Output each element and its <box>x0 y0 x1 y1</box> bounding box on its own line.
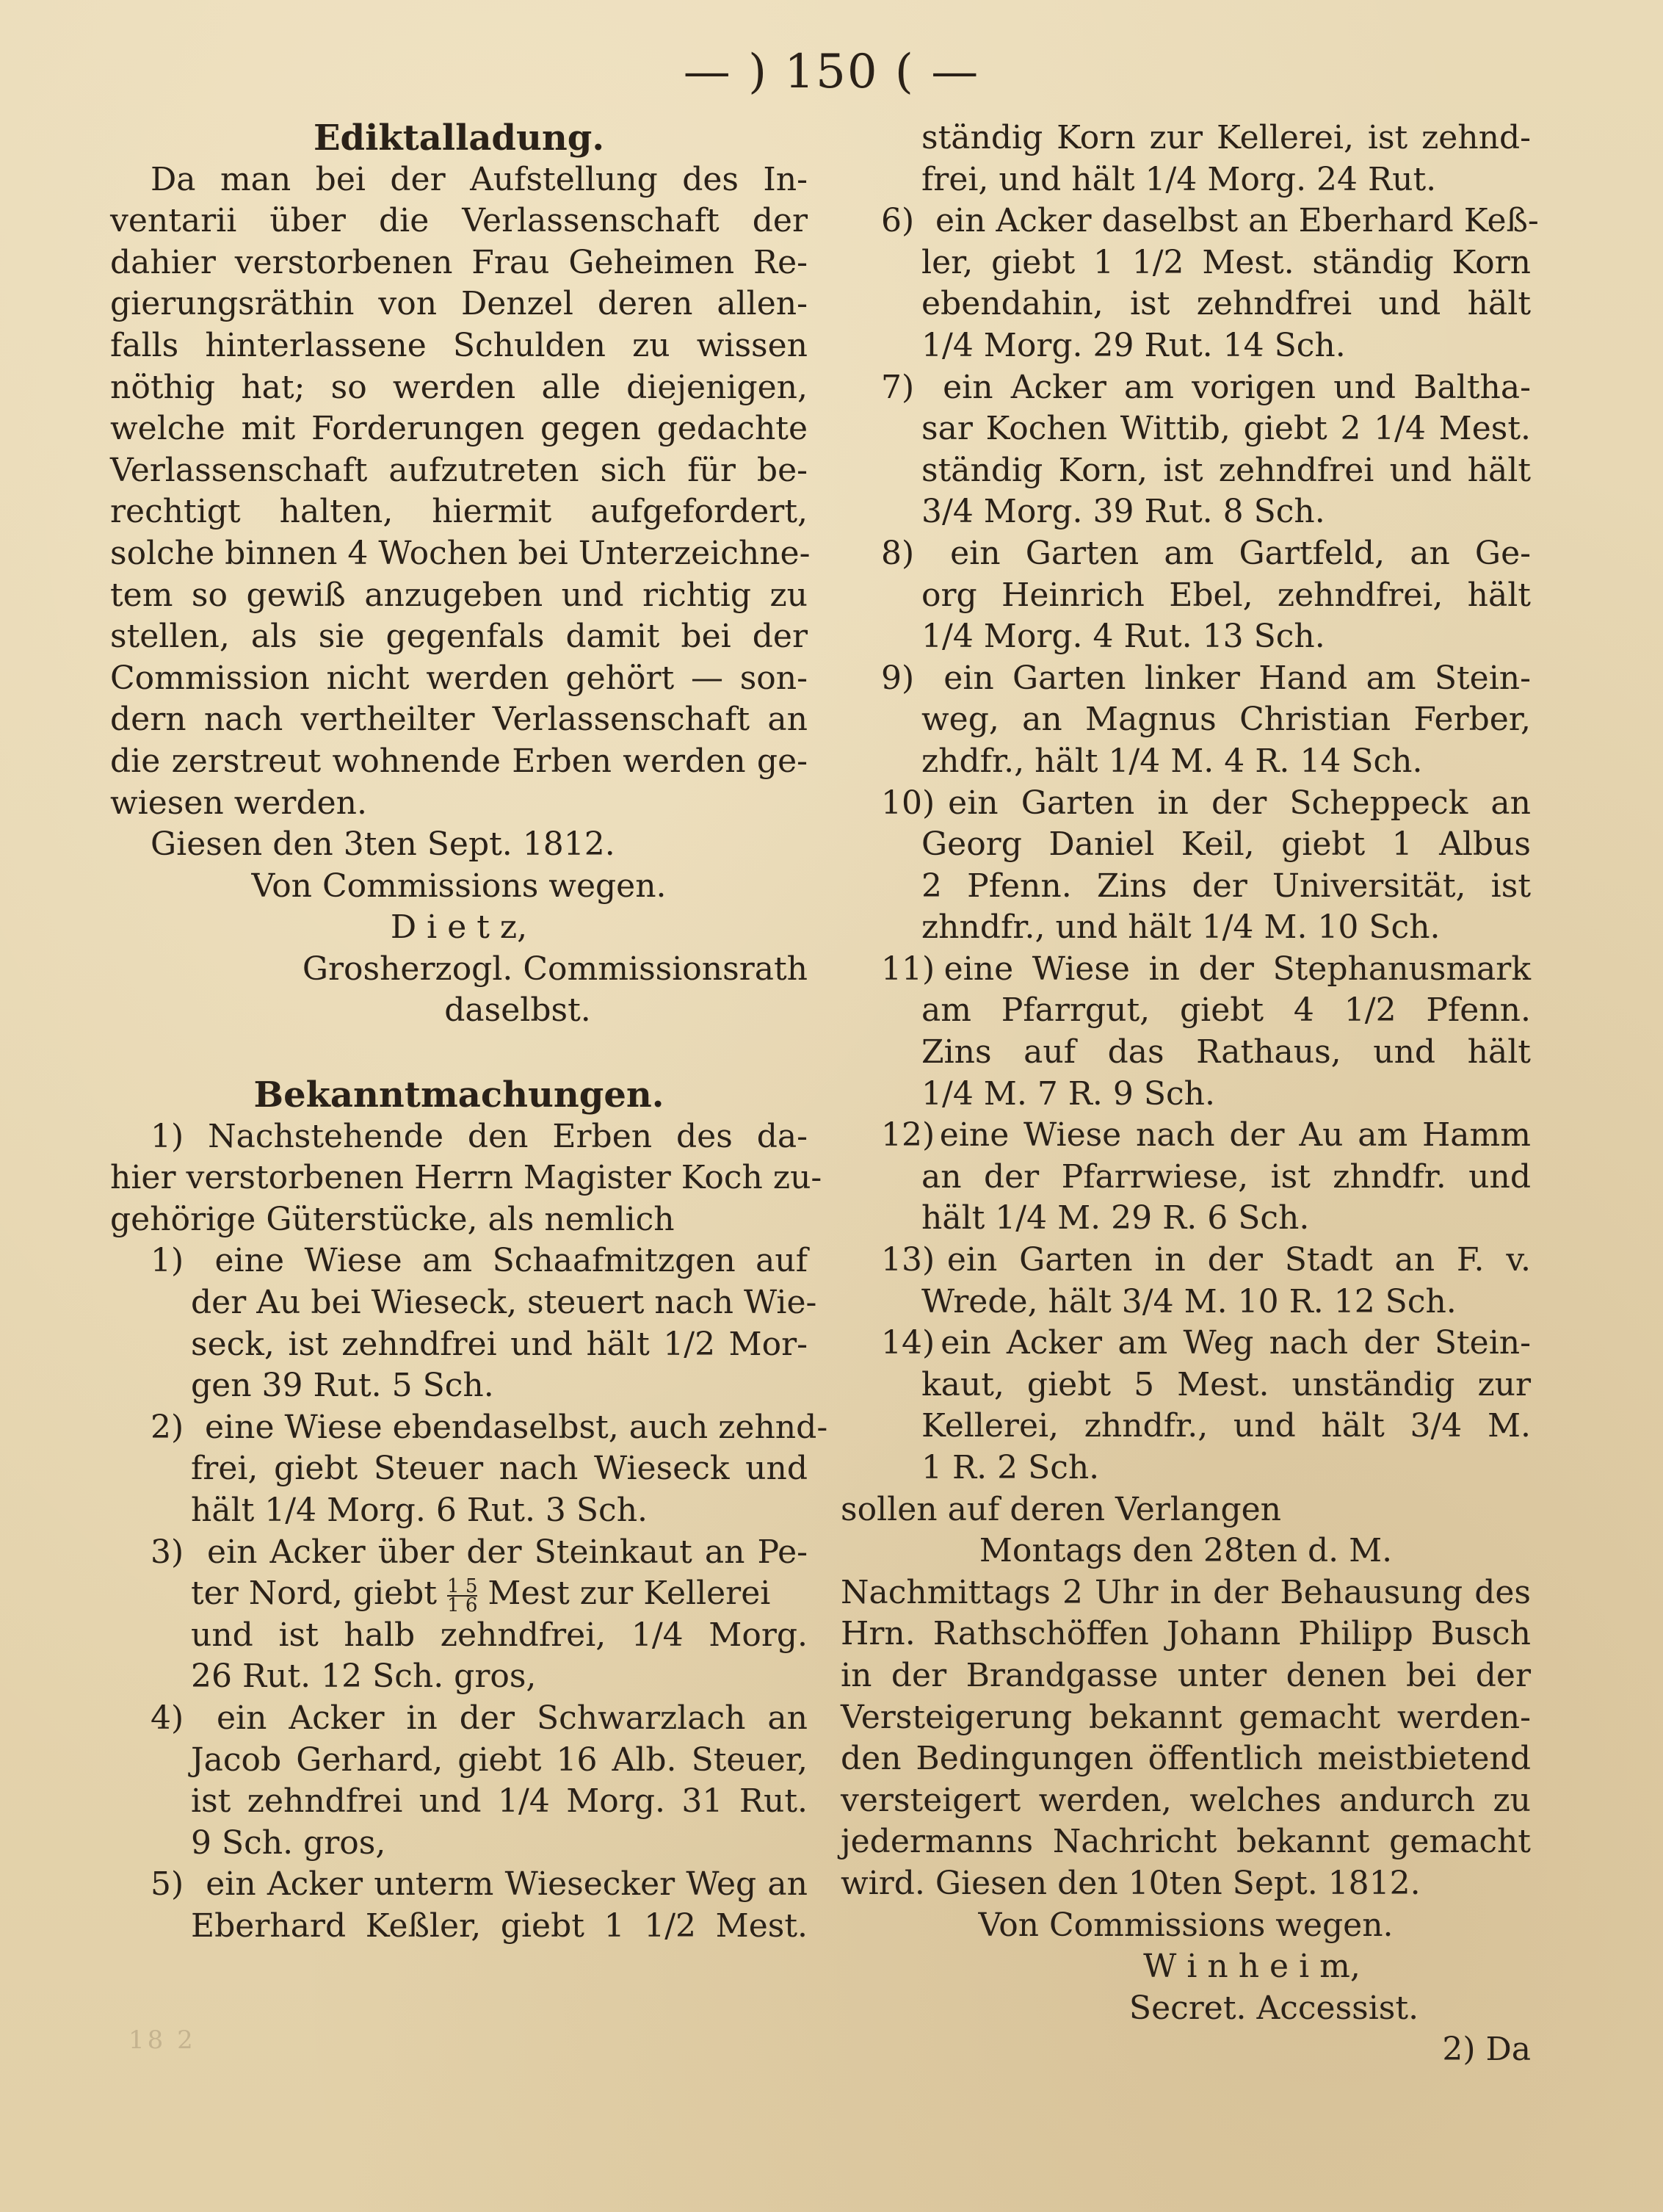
list-item-1 <box>110 1240 817 1406</box>
text-line: Verlassenschaft aufzutreten sich für be- <box>110 451 808 489</box>
item-text: ein Garten in der Stadt an F. v. <box>946 1241 1531 1279</box>
item-line <box>841 1115 1531 1157</box>
item-line <box>110 1407 828 1449</box>
item-text: ein Acker über der Steinkaut an Pe- <box>207 1533 808 1571</box>
edikt-von: Von Commissions wegen. <box>251 867 667 905</box>
list-item-14 <box>841 1323 1531 1489</box>
item-line: der Au bei Wieseck, steuert nach Wie- <box>191 1284 817 1322</box>
text-line: Versteigerung bekannt gemacht werden- <box>841 1698 1531 1736</box>
item-text: Mest zur Kellerei <box>488 1575 771 1613</box>
faded-mark: 18 2 <box>128 2025 196 2055</box>
list-item-11 <box>841 949 1531 1115</box>
item-line: zhndfr., und hält 1/4 M. 10 Sch. <box>921 908 1441 947</box>
intro-line: hier verstorbenen Herrn Magister Koch zu- <box>110 1159 822 1197</box>
item-number: 11) <box>881 950 935 988</box>
item-line: 1/4 Morg. 4 Rut. 13 Sch. <box>921 618 1325 656</box>
edikt-signatory: D i e t z, <box>390 908 528 947</box>
item-number: 9) <box>881 659 915 697</box>
list-item-2 <box>110 1407 828 1532</box>
item-line: Wrede, hält 3/4 M. 10 R. 12 Sch. <box>921 1282 1457 1320</box>
edikt-title: Ediktalladung. <box>313 118 605 159</box>
item-line: ständig Korn, ist zehndfrei und hält <box>921 451 1531 489</box>
edikt-place: daselbst. <box>444 991 591 1030</box>
item-line: 2 Pfenn. Zins der Universität, ist <box>921 867 1531 905</box>
item-line: zhdfr., hält 1/4 M. 4 R. 14 Sch. <box>921 742 1423 780</box>
edikt-text <box>110 159 811 825</box>
item-line: 9 Sch. gros, <box>191 1824 386 1862</box>
item-text: ein Garten in der Scheppeck an <box>948 784 1531 822</box>
item-line: Zins auf das Rathaus, und hält <box>921 1033 1531 1071</box>
item-line <box>841 783 1531 825</box>
edikt-date: Giesen den 3ten Sept. 1812. <box>151 825 615 864</box>
item-number: 10) <box>881 784 935 822</box>
sollen-line: sollen auf deren Verlangen <box>841 1490 1282 1528</box>
item-line <box>110 1532 808 1574</box>
text-line: wiesen werden. <box>110 784 367 822</box>
catchword: 2) Da <box>1442 2031 1531 2069</box>
item-line <box>110 1240 808 1282</box>
item-line <box>841 949 1531 991</box>
item-line: ständig Korn zur Kellerei, ist zehnd- <box>921 119 1531 156</box>
item-number: 14) <box>881 1324 935 1362</box>
item-number: 1) <box>151 1242 184 1280</box>
item-number: 7) <box>881 368 915 406</box>
item-line: org Heinrich Ebel, zehndfrei, hält <box>921 576 1531 614</box>
item-line: am Pfarrgut, giebt 4 1/2 Pfenn. <box>921 991 1531 1030</box>
item-text: eine Wiese am Schaafmitzgen auf <box>214 1242 808 1280</box>
item-line: hält 1/4 Morg. 6 Rut. 3 Sch. <box>191 1492 648 1529</box>
text-line: dahier verstorbenen Frau Geheimen Re- <box>110 243 808 281</box>
item-text: ein Garten am Gartfeld, an Ge- <box>950 534 1531 572</box>
text-line: solche binnen 4 Wochen bei Unterzeichne- <box>110 534 811 572</box>
text-line: falls hinterlassene Schulden zu wissen <box>110 326 808 364</box>
auction-signatory: W i n h e i m, <box>1143 1948 1361 1986</box>
list-item-12 <box>841 1115 1531 1240</box>
item-text: ein Acker daselbst an Eberhard Keß- <box>935 202 1539 240</box>
text-line: den Bedingungen öffentlich meistbietend <box>841 1740 1531 1778</box>
text-line: Hrn. Rathschöffen Johann Philipp Busch <box>841 1615 1531 1653</box>
text-line: tem so gewiß anzugeben und richtig zu <box>110 576 808 614</box>
list-item-13 <box>841 1240 1531 1323</box>
item-text: ter Nord, giebt <box>191 1575 438 1613</box>
item-text: eine Wiese nach der Au am Hamm <box>939 1116 1531 1154</box>
item-number: 12) <box>881 1116 935 1154</box>
item-line: 1/4 Morg. 29 Rut. 14 Sch. <box>921 326 1346 364</box>
fraction-numerator: 1 5 <box>447 1575 478 1597</box>
text-line: wird. Giesen den 10ten Sept. 1812. <box>841 1864 1421 1902</box>
list-item-7 <box>841 367 1531 533</box>
text-line: die zerstreut wohnende Erben werden ge- <box>110 742 808 780</box>
item-line: 26 Rut. 12 Sch. gros, <box>191 1658 537 1696</box>
item-line: ler, giebt 1 1/2 Mest. ständig Korn <box>921 243 1531 281</box>
text-line: Commission nicht werden gehört — son- <box>110 659 808 697</box>
item-line: Jacob Gerhard, giebt 16 Alb. Steuer, <box>191 1741 808 1779</box>
item-line <box>110 1573 808 1615</box>
item-line: weg, an Magnus Christian Ferber, <box>921 701 1531 739</box>
item-text: ein Garten linker Hand am Stein- <box>943 659 1531 697</box>
item-line <box>841 200 1539 242</box>
text-line: Da man bei der Aufstellung des In- <box>151 160 808 198</box>
text-line: versteigert werden, welches andurch zu <box>841 1781 1531 1819</box>
list-item-8 <box>841 533 1531 658</box>
text-line: welche mit Forderungen gegen gedachte <box>110 410 808 448</box>
item-line <box>110 1864 808 1906</box>
item-line <box>841 658 1531 700</box>
montags-line: Montags den 28ten d. M. <box>979 1532 1393 1570</box>
item-number: 8) <box>881 534 915 572</box>
text-line: stellen, als sie gegenfals damit bei der <box>110 618 808 656</box>
item-line: gen 39 Rut. 5 Sch. <box>191 1367 494 1405</box>
list-item-4 <box>110 1698 808 1864</box>
item-line: hält 1/4 M. 29 R. 6 Sch. <box>921 1199 1310 1237</box>
item-line <box>841 1240 1531 1282</box>
text-line: in der Brandgasse unter denen bei der <box>841 1656 1531 1694</box>
edikt-role: Grosherzogl. Commissionsrath <box>302 950 808 988</box>
item-line: an der Pfarrwiese, ist zhndfr. und <box>921 1157 1531 1196</box>
item-line: ist zehndfrei und 1/4 Morg. 31 Rut. <box>191 1782 808 1821</box>
item-text: ein Acker am vorigen und Baltha- <box>943 368 1531 406</box>
announcements-heading: Bekanntmachungen. <box>253 1074 664 1116</box>
item-text: eine Wiese ebendaselbst, auch zehnd- <box>205 1408 828 1446</box>
item-line: Eberhard Keßler, giebt 1 1/2 Mest. <box>191 1906 808 1945</box>
item-line <box>110 1698 808 1740</box>
right-column <box>841 118 1539 2071</box>
item-line: frei, und hält 1/4 Morg. 24 Rut. <box>921 160 1437 198</box>
auction-text <box>841 1572 1531 1905</box>
list-item-6 <box>841 200 1539 366</box>
item-line: Kellerei, zhndfr., und hält 3/4 M. <box>921 1407 1531 1445</box>
item-line: 3/4 Morg. 39 Rut. 8 Sch. <box>921 493 1325 531</box>
text-line: Nachmittags 2 Uhr in der Behausung des <box>841 1573 1531 1611</box>
auction-von: Von Commissions wegen. <box>978 1906 1394 1944</box>
item-line: 1 R. 2 Sch. <box>921 1449 1100 1486</box>
item-number: 6) <box>881 202 915 240</box>
intro-line: 1) Nachstehende den Erben des da- <box>151 1117 808 1155</box>
text-line: ventarii über die Verlassenschaft der <box>110 202 808 240</box>
item-line <box>841 533 1531 575</box>
list-item-3 <box>110 1532 808 1698</box>
fraction-denominator: 1 6 <box>447 1594 478 1616</box>
item-number: 4) <box>151 1699 184 1737</box>
intro-line: gehörige Güterstücke, als nemlich <box>110 1200 675 1238</box>
text-line: dern nach vertheilter Verlassenschaft an <box>110 701 808 739</box>
item-text: ein Acker unterm Wiesecker Weg an <box>206 1865 808 1904</box>
list-item-5 <box>110 1864 808 1947</box>
item-line: frei, giebt Steuer nach Wieseck und <box>191 1450 808 1488</box>
text-line: nöthig hat; so werden alle diejenigen, <box>110 368 808 406</box>
item-line: kaut, giebt 5 Mest. unständig zur <box>921 1365 1531 1403</box>
text-line: rechtigt halten, hiermit aufgefordert, <box>110 493 808 531</box>
item-line: Georg Daniel Keil, giebt 1 Albus <box>921 825 1531 864</box>
item-line: 1/4 M. 7 R. 9 Sch. <box>921 1074 1215 1113</box>
item-line: und ist halb zehndfrei, 1/4 Morg. <box>191 1616 808 1654</box>
text-line: gierungsräthin von Denzel deren allen- <box>110 285 808 323</box>
text-line: jedermanns Nachricht bekannt gemacht <box>841 1823 1531 1861</box>
page-header: — ) 150 ( — <box>683 45 980 99</box>
item-number: 2) <box>151 1408 184 1446</box>
fraction <box>447 1577 477 1614</box>
item-text: ein Acker am Weg nach der Stein- <box>941 1324 1531 1362</box>
item-number: 13) <box>881 1241 935 1279</box>
item-number: 3) <box>151 1533 184 1571</box>
auction-role: Secret. Accessist. <box>1128 1989 1419 2027</box>
item-line <box>841 1323 1531 1365</box>
item-number: 5) <box>151 1865 184 1904</box>
list-item-9 <box>841 658 1531 783</box>
item-text: ein Acker in der Schwarzlach an <box>216 1699 808 1737</box>
list-item-10 <box>841 783 1531 949</box>
left-column <box>110 118 828 1948</box>
item-line: seck, ist zehndfrei und hält 1/2 Mor- <box>191 1325 808 1363</box>
item-line: ebendahin, ist zehndfrei und hält <box>921 285 1531 323</box>
item-line: sar Kochen Wittib, giebt 2 1/4 Mest. <box>921 410 1531 448</box>
item-line <box>841 367 1531 409</box>
item-text: eine Wiese in der Stephanusmark <box>943 950 1531 988</box>
